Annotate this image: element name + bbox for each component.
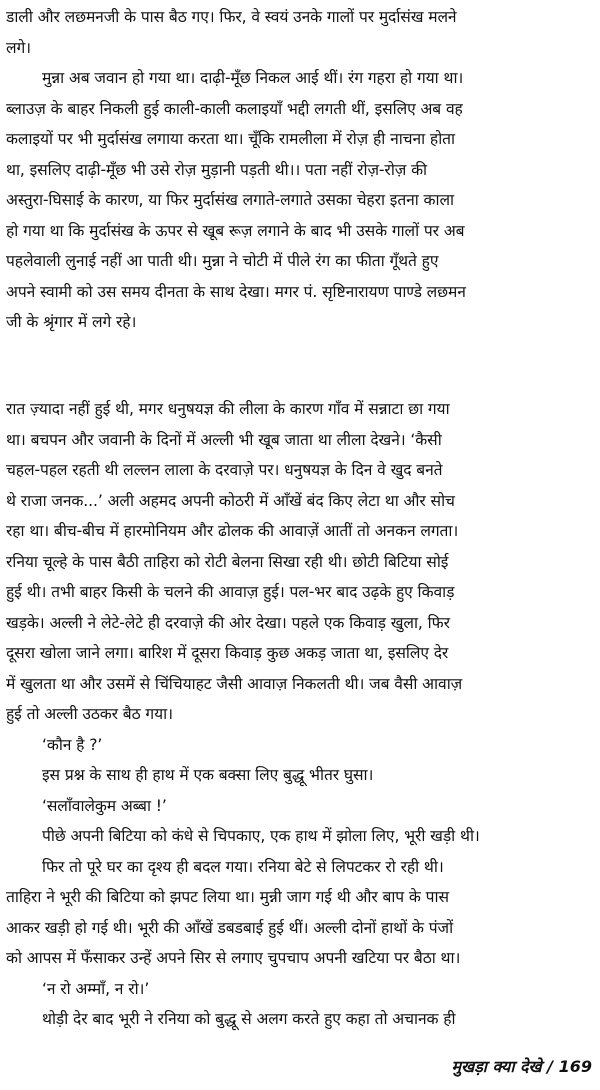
text-line: दूसरा खोला जाने लगा। बारिश में दूसरा किवाड़ कुछ अकड़ जाता था, इसलिए देर [6,644,449,662]
text-line: रहा था। बीच-बीच में हारमोनियम और ढोलक की आवाज़ें आतीं तो अनकन लगता। [6,522,459,540]
text-line: में खुलता था और उसमें से चिंचियाहट जैसी आवाज़ निकलती थी। जब वैसी आवाज़ [6,674,463,693]
text-line: इस प्रश्न के साथ ही हाथ में एक बक्सा लिए बुद्धू भीतर घुसा। [42,766,374,784]
text-line: थे राजा जनक...’ अली अहमद अपनी कोठरी में आँखें बंद किए लेटा था और सोच [6,491,455,510]
text-line: डाली और लछमनजी के पास बैठ गए। फिर, वे स्वयं उनके गालों पर मुर्दासंख मलने [6,8,457,26]
text-line: हो गया था कि मुर्दासंख के ऊपर से खूब रूज़ लगाने के बाद भी उसके गालों पर अब [6,221,465,240]
text-line: अस्तुरा-घिसाई के कारण, या फिर मुर्दासंख लगाते-लगाते उसका चेहरा इतना काला [6,191,454,209]
text-line: था, इसलिए दाढ़ी-मूँछ भी उसे रोज़ मुड़ानी पड़ती थी।। पता नहीं रोज़-रोज़ की [6,160,427,179]
text-line: ब्लाउज़ के बाहर निकली हुई काली-काली कलाइयाँ भद्दी लगती थीं, इसलिए अब वह [6,99,463,118]
text-line: जी के श्रृंगार में लगे रहे। [6,313,137,331]
text-line: हुई तो अल्ली उठकर बैठ गया। [6,705,173,723]
dialogue-line: ‘सलाँवालेकुम अब्बा !’ [42,796,167,815]
text-line: खड़के। अल्ली ने लेटे-लेटे ही दरवाज़े की ओर देखा। पहले एक किवाड़ खुला, फिर [6,613,450,632]
text-line: फिर तो पूरे घर का दृश्य ही बदल गया। रनिया बेटे से लिपटकर रो रही थी। [42,857,444,876]
text-line: कलाइयों पर भी मुर्दासंख लगाया करता था। चूँकि रामलीला में रोज़ ही नाचना होता [6,130,455,148]
text-line: चहल-पहल रहती थी लल्लन लाला के दरवाज़े पर। धनुषयज्ञ के दिन वे खुद बनते [6,461,443,479]
text-block-lower [6,394,594,1035]
dialogue-line: ‘न रो अम्माँ, न रो।’ [42,979,150,998]
text-line: को आपस में फँसाकर उन्हें अपने सिर से लगाए चुपचाप अपनी खटिया पर बैठा था। [6,949,461,967]
text-line: हुई थी। तभी बाहर किसी के चलने की आवाज़ हुई। पल-भर बाद उढ़के हुए किवाड़ [6,583,455,601]
text-line: पहलेवाली लुनाई नहीं आ पाती थी। मुन्ना ने चोटी में पीले रंग का फीता गूँथते हुए [6,252,439,270]
dialogue-line: ‘कौन है ?’ [42,735,103,754]
text-line: थोड़ी देर बाद भूरी ने रनिया को बुद्धू से अलग करते हुए कहा तो अचानक ही [42,1010,456,1028]
text-line: आकर खड़ी हो गई थी। भूरी की आँखें डबडबाई हुई थीं। अल्ली दोनों हाथों के पंजों [6,918,454,937]
text-line: था। बचपन और जवानी के दिनों में अल्ली भी खूब जाता था लीला देखने। ‘कैसी [6,430,442,449]
text-line: लगे। [6,38,31,57]
text-line: मुन्ना अब जवान हो गया था। दाढ़ी-मूँछ निकल आई थीं। रंग गहरा हो गया था। [42,69,464,87]
text-block-upper [6,2,594,338]
text-line: अपने स्वामी को उस समय दीनता के साथ देखा। मगर पं. सृष्टिनारायण पाण्डे लछमन [6,282,466,301]
text-line: रात ज़्यादा नहीं हुई थी, मगर धनुषयज्ञ की लीला के कारण गाँव में सन्नाटा छा गया [6,400,450,418]
text-line: रनिया चूल्हे के पास बैठी ताहिरा को रोटी बेलना सिखा रही थी। छोटी बिटिया सोई [6,552,449,571]
page-footer: मुखड़ा क्या देखे / 169 [451,1057,592,1076]
text-line: पीछे अपनी बिटिया को कंधे से चिपकाए, एक हाथ में झोला लिए, भूरी खड़ी थी। [42,827,480,845]
text-line: ताहिरा ने भूरी की बिटिया को झपट लिया था। मुन्नी जाग गई थी और बाप के पास [6,888,449,906]
